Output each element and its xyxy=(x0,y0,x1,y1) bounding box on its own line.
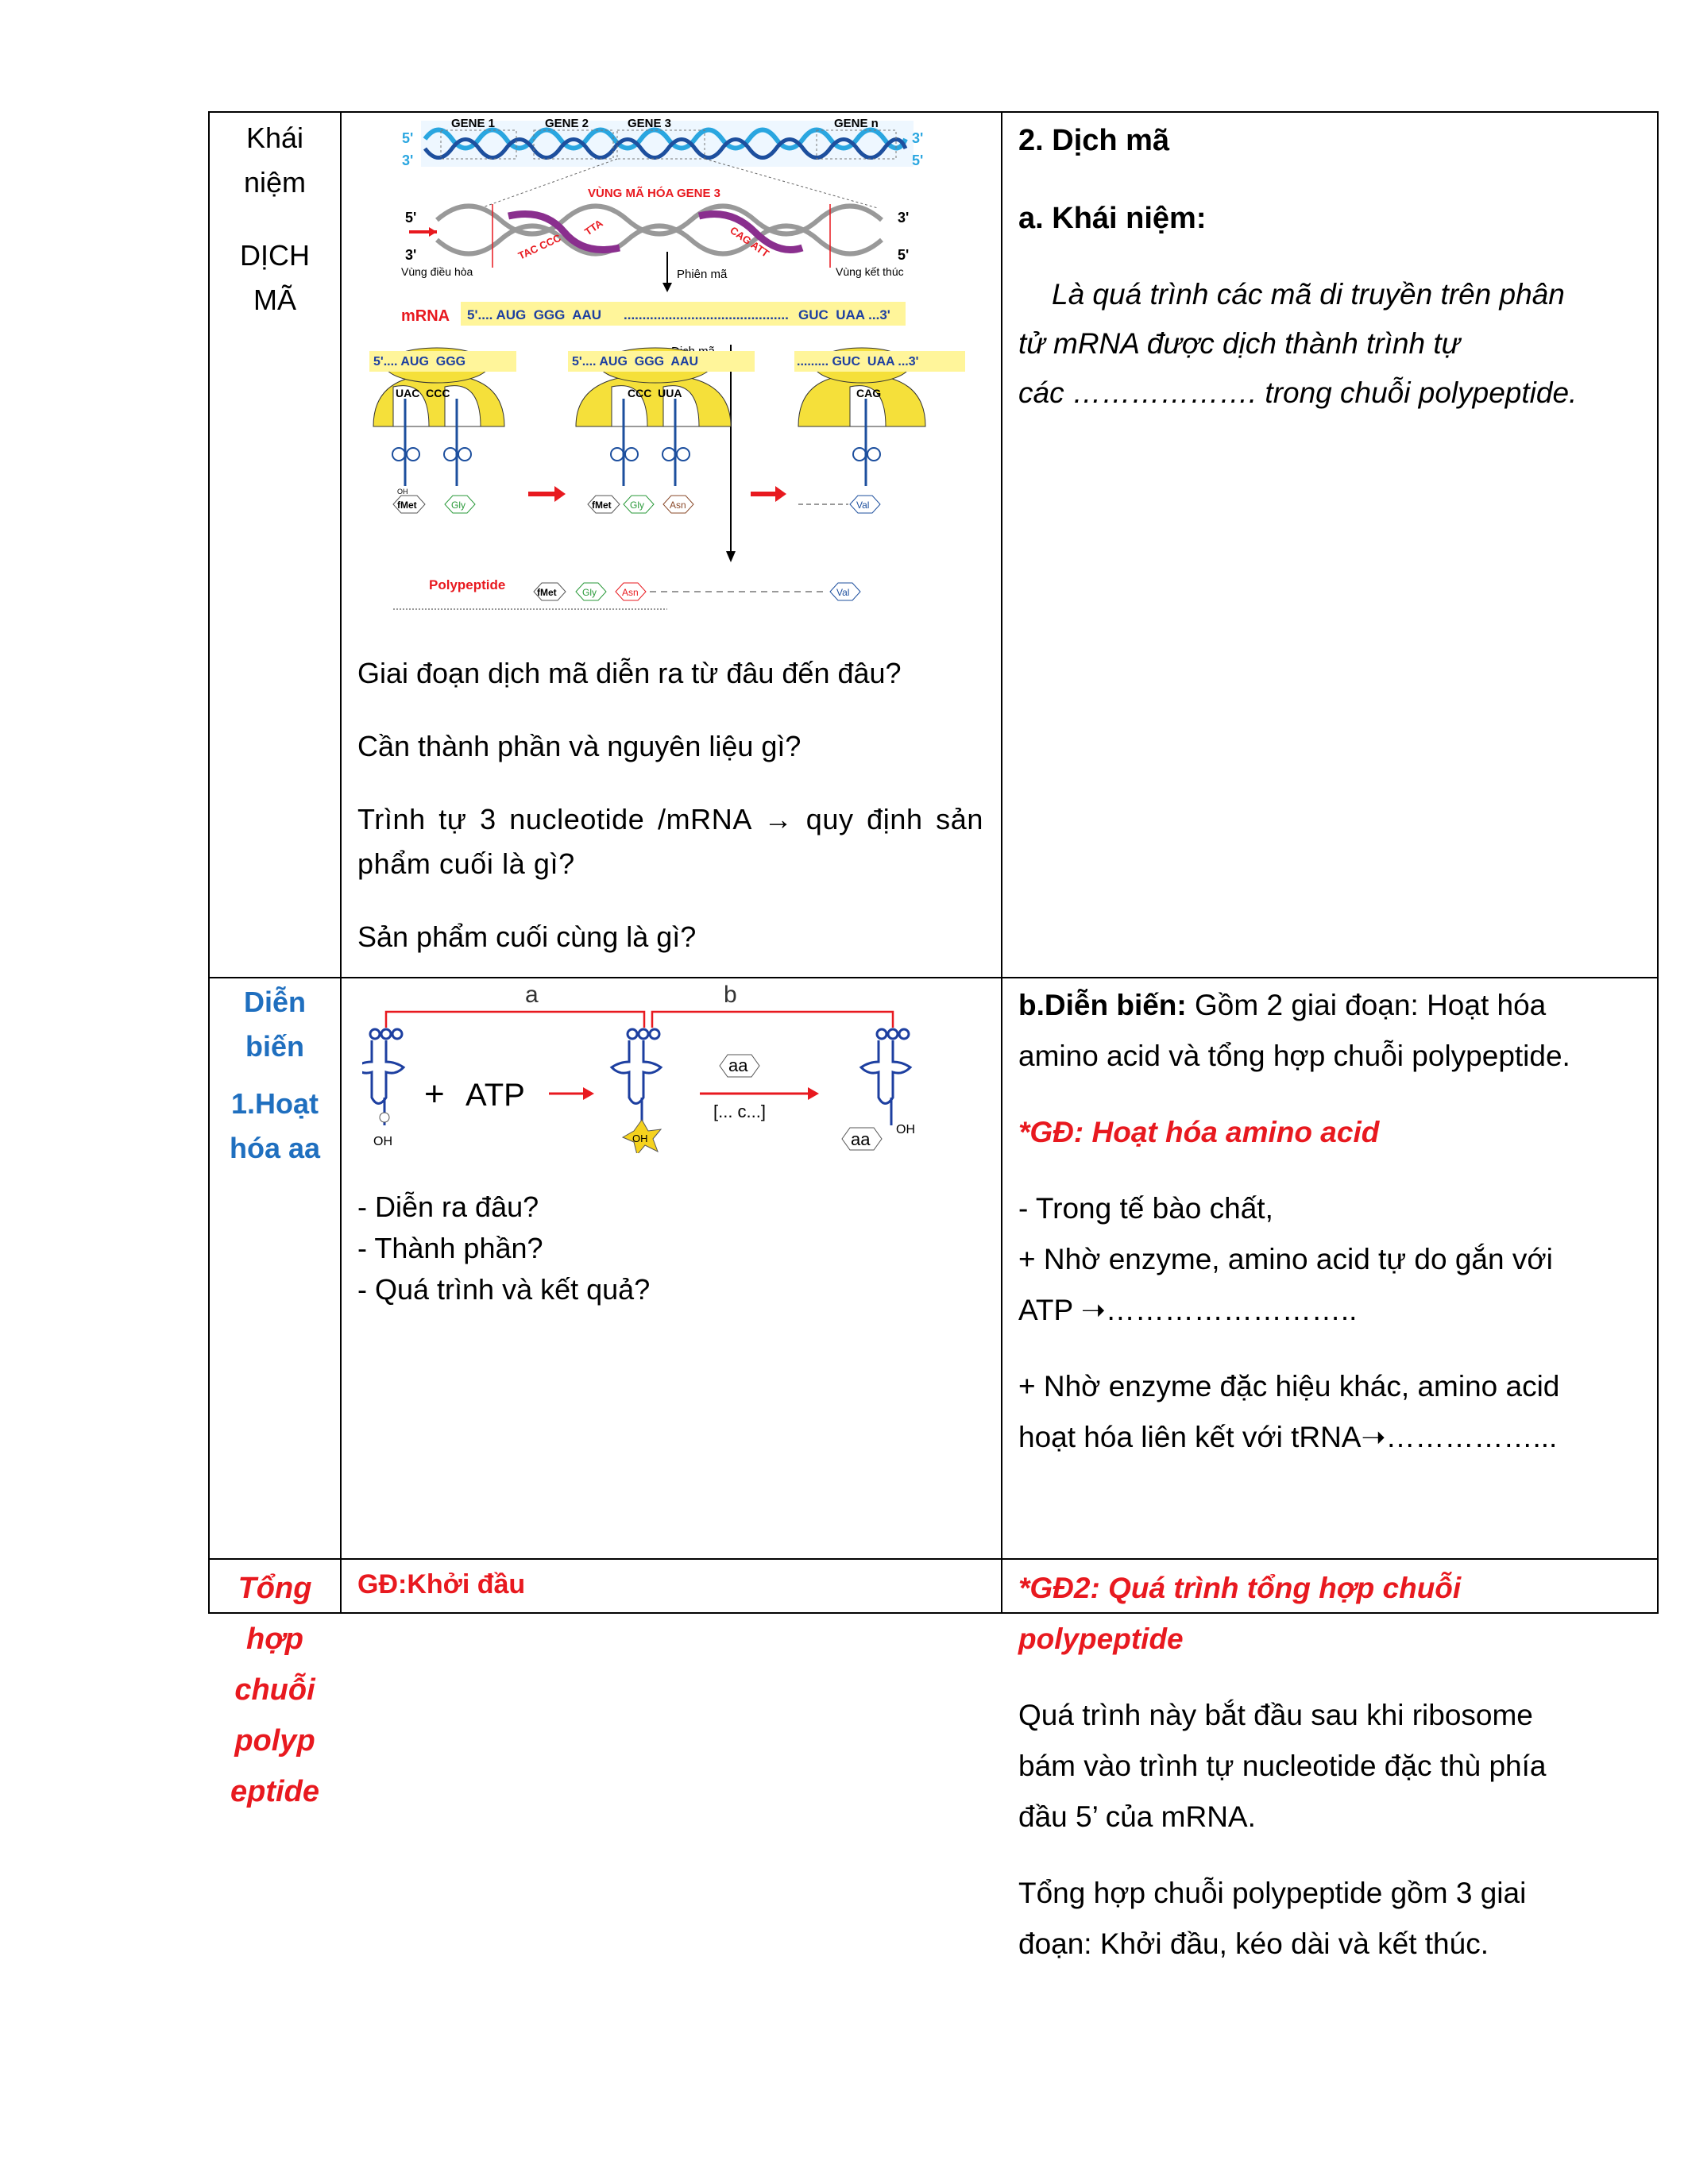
lesson-table xyxy=(208,111,1659,1960)
row3-label-l2: hợp xyxy=(246,1623,303,1656)
gly-label-2: Gly xyxy=(630,500,644,511)
row2-middle xyxy=(342,978,1001,1310)
trna-2 xyxy=(612,1029,661,1125)
row2-question-2: - Thành phần? xyxy=(357,1232,543,1264)
aa-bottom-label: aa xyxy=(851,1129,871,1149)
definition-line-3: các ………………. trong chuỗi polypeptide. xyxy=(1018,376,1578,409)
poly-asn-label: Asn xyxy=(622,587,639,598)
activation-line-3: ATP ➝…………………….. xyxy=(1018,1294,1358,1326)
plus-sign: + xyxy=(424,1075,445,1113)
activation-line-4: + Nhờ enzyme đặc hiệu khác, amino acid xyxy=(1018,1370,1560,1403)
poly-val xyxy=(830,583,860,600)
fmet-tag-2 xyxy=(588,496,620,513)
atp-label: ATP xyxy=(465,1078,525,1113)
gene2-label: GENE 2 xyxy=(545,117,589,130)
bracket-label: [... c...] xyxy=(713,1102,767,1121)
gd2-p1-line-2: bám vào trình tự nucleotide đặc thù phía xyxy=(1018,1750,1547,1782)
gly-tag-2 xyxy=(624,496,654,513)
ribosome-3 xyxy=(794,348,965,486)
val-label-1: Val xyxy=(856,500,870,511)
ribo2-seq: 5'.... AUG GGG AAU xyxy=(572,355,699,369)
row1-label-l1: Khái xyxy=(245,122,304,154)
row1-right xyxy=(1002,116,1659,418)
dna-5prime-left: 5' xyxy=(402,130,414,146)
fmet-label-2: fMet xyxy=(592,500,612,511)
ribo1-anticodon: UAC CCC xyxy=(396,387,450,399)
row3-label-l3: chuỗi xyxy=(234,1673,315,1707)
regulatory-region: Vùng điều hòa xyxy=(401,265,473,278)
val-tag-1 xyxy=(850,496,880,513)
gly-tag-1 xyxy=(445,496,475,513)
fmet-tag-1 xyxy=(393,496,425,513)
coding-region-title: VÙNG MÃ HÓA GENE 3 xyxy=(588,187,720,200)
row2-label-l4: hóa aa xyxy=(229,1132,321,1164)
row3-label-l4: polyp xyxy=(234,1724,315,1758)
poly-fmet-label: fMet xyxy=(537,587,557,598)
ribo2-anticodon: CCC UUA xyxy=(628,387,682,399)
label-b: b xyxy=(724,982,737,1008)
ribo1-oh: OH xyxy=(397,488,408,496)
mrna-label: mRNA xyxy=(401,307,450,325)
row1-label-l2: niệm xyxy=(243,166,307,199)
row2-question-1: - Diễn ra đâu? xyxy=(357,1190,539,1223)
gd2-p2-line-1: Tổng hợp chuỗi polypeptide gồm 3 giai xyxy=(1018,1877,1527,1909)
poly-fmet xyxy=(534,583,566,600)
dna-3prime-right: 3' xyxy=(912,130,924,146)
activation-line-1: - Trong tế bào chất, xyxy=(1018,1192,1273,1225)
gd2-p1-line-3: đầu 5’ của mRNA. xyxy=(1018,1800,1256,1833)
poly-val-label: Val xyxy=(836,587,850,598)
row2-label-l1: Diễn xyxy=(243,986,306,1018)
label-a: a xyxy=(525,982,539,1008)
row3-label-l1: Tổng xyxy=(238,1572,312,1605)
gd2-p1-line-1: Quá trình này bắt đầu sau khi ribosome xyxy=(1018,1699,1533,1731)
definition-line-1: Là quá trình các mã di truyền trên phân xyxy=(1052,278,1565,311)
aa-hexagon-bottom xyxy=(842,1128,882,1150)
ribo1-seq: 5'.... AUG GGG xyxy=(373,355,466,369)
ribosome-1 xyxy=(369,348,516,486)
trna-3 xyxy=(861,1029,910,1125)
row1-question-2: Cần thành phần và nguyên liệu gì? xyxy=(357,730,802,762)
row1-label-l3: DỊCH xyxy=(240,239,310,272)
trna-1 xyxy=(362,1029,404,1125)
row3-middle xyxy=(342,1563,1001,1606)
row3-label-l5: eptide xyxy=(230,1775,319,1808)
row2-question-3: - Quá trình và kết quả? xyxy=(357,1273,651,1306)
asn-label-2: Asn xyxy=(670,500,686,511)
translation-diagram xyxy=(350,113,985,621)
gene3-helix xyxy=(409,204,882,268)
mrna-seq-dots: ............................................ xyxy=(624,307,789,322)
gene3-5prime: 5' xyxy=(405,210,417,226)
mrna-seq-end: GUC UAA ...3' xyxy=(798,307,890,322)
row1-question-1: Giai đoạn dịch mã diễn ra từ đâu đến đâu? xyxy=(357,657,902,689)
gene1-label: GENE 1 xyxy=(451,117,496,130)
ribo3-seq: ......... GUC UAA ...3' xyxy=(797,355,919,369)
row1-label xyxy=(210,116,340,322)
row1-middle xyxy=(342,113,1001,959)
row-divider-2 xyxy=(210,1558,1657,1560)
aa-hexagon-top xyxy=(720,1055,759,1077)
poly-gly xyxy=(576,583,606,600)
transcription-label: Phiên mã xyxy=(677,268,728,281)
oh-3: OH xyxy=(896,1123,915,1136)
gd2-title-line-1: *GĐ2: Quá trình tổng hợp chuỗi xyxy=(1018,1572,1462,1604)
asn-tag-2 xyxy=(663,496,693,513)
cag-att-codon: CAG ATT xyxy=(728,224,772,260)
b-heading: b.Diễn biến: xyxy=(1018,989,1187,1021)
activation-line-2: + Nhờ enzyme, amino acid tự do gắn với xyxy=(1018,1243,1553,1275)
row3-label xyxy=(210,1563,340,1817)
row1-question-4: Sản phẩm cuối cùng là gì? xyxy=(357,920,697,953)
ribo3-anticodon: CAG xyxy=(856,387,882,399)
row2-label xyxy=(210,980,340,1171)
poly-asn xyxy=(616,583,646,600)
mrna-seq-start: 5'.... AUG GGG AAU xyxy=(467,307,602,322)
gd2-title-line-2: polypeptide xyxy=(1018,1623,1184,1655)
tta-codon: TTA xyxy=(582,217,605,238)
row3-right xyxy=(1002,1563,1659,1970)
b-line-1: Gồm 2 giai đoạn: Hoạt hóa xyxy=(1186,989,1547,1021)
row2-right xyxy=(1002,980,1659,1463)
gene3-5prime-right: 5' xyxy=(898,247,910,263)
ribosome-2 xyxy=(568,348,755,486)
gd2-p2-line-2: đoạn: Khởi đầu, kéo dài và kết thúc. xyxy=(1018,1927,1489,1960)
initiation-title: GĐ:Khởi đầu xyxy=(357,1569,526,1599)
b-line-2: amino acid và tổng hợp chuỗi polypeptide. xyxy=(1018,1040,1570,1072)
activation-line-5: hoạt hóa liên kết với tRNA➝……………... xyxy=(1018,1421,1558,1453)
gd-activation-title: *GĐ: Hoạt hóa amino acid xyxy=(1018,1116,1380,1148)
row2-label-l3: 1.Hoạt xyxy=(230,1087,319,1120)
row1-question-3: Trình tự 3 nucleotide /mRNA → quy định sản phẩm cuối là gì? xyxy=(357,803,983,880)
row2-label-l2: biến xyxy=(245,1030,304,1063)
row1-label-l4: MÃ xyxy=(253,284,296,316)
gene3-3prime: 3' xyxy=(405,247,417,263)
gly-label-1: Gly xyxy=(451,500,465,511)
dna-5prime-right: 5' xyxy=(912,152,924,168)
termination-region: Vùng kết thúc xyxy=(836,265,904,278)
section-heading: 2. Dịch mã xyxy=(1018,124,1170,157)
genen-label: GENE n xyxy=(834,117,879,130)
polypeptide-label: Polypeptide xyxy=(429,577,506,592)
definition-line-2: tử mRNA được dịch thành trình tự xyxy=(1018,327,1461,360)
tac-codon: TAC CCC xyxy=(516,231,563,262)
oh-2: OH xyxy=(632,1133,648,1144)
poly-gly-label: Gly xyxy=(582,587,597,598)
aa-activation-diagram xyxy=(362,978,966,1153)
fmet-label-1: fMet xyxy=(397,500,417,511)
gene3-3prime-right: 3' xyxy=(898,210,910,226)
dna-3prime-left: 3' xyxy=(402,152,414,168)
concept-subheading: a. Khái niệm: xyxy=(1018,202,1207,235)
oh-1: OH xyxy=(373,1135,392,1148)
gene3-label: GENE 3 xyxy=(628,117,672,130)
aa-top-label: aa xyxy=(728,1055,748,1075)
